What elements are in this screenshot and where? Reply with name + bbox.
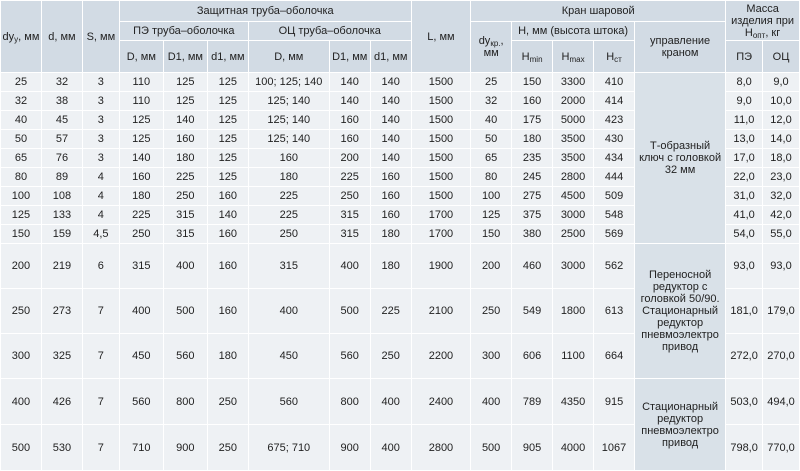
table-cell: 423: [594, 111, 635, 130]
table-cell: 200: [329, 149, 370, 168]
table-cell: 57: [41, 130, 82, 149]
table-cell: 89: [41, 168, 82, 187]
header-pe-shell: ПЭ труба–оболочка: [119, 22, 248, 41]
table-cell: 7: [82, 289, 119, 334]
table-cell: 125: [207, 130, 248, 149]
table-body: [1, 73, 800, 471]
table-cell: 125: [207, 168, 248, 187]
table-cell: 54,0: [726, 225, 763, 244]
table-cell: 45: [41, 111, 82, 130]
table-cell: 798,0: [726, 425, 763, 471]
table-cell: 50: [471, 130, 512, 149]
table-cell: 250: [1, 289, 42, 334]
table-cell: 32,0: [763, 187, 800, 206]
table-cell: 32: [1, 92, 42, 111]
table-cell: 1800: [553, 289, 594, 334]
table-cell: 133: [41, 206, 82, 225]
table-cell: 400: [1, 379, 42, 425]
table-cell: 1500: [411, 187, 470, 206]
control-method-cell: Переносной редуктор с головкой 50/90. Стационарный редуктор пневмоэлектро привод: [635, 244, 726, 379]
table-cell: 2800: [553, 168, 594, 187]
table-cell: 150: [1, 225, 42, 244]
table-cell: 710: [119, 425, 163, 471]
table-cell: 180: [163, 149, 207, 168]
header-oc-D: D, мм: [248, 41, 329, 73]
table-cell: 125: [207, 92, 248, 111]
table-cell: 32: [41, 73, 82, 92]
table-cell: 315: [329, 206, 370, 225]
table-cell: 225: [329, 168, 370, 187]
table-cell: 93,0: [726, 244, 763, 289]
table-cell: 38: [41, 92, 82, 111]
table-cell: 270,0: [763, 334, 800, 379]
table-cell: 273: [41, 289, 82, 334]
table-cell: 125: [207, 111, 248, 130]
table-cell: 1700: [411, 225, 470, 244]
table-cell: 160: [207, 187, 248, 206]
table-cell: 549: [512, 289, 553, 334]
table-cell: 905: [512, 425, 553, 471]
table-cell: 410: [594, 73, 635, 92]
table-cell: 11,0: [726, 111, 763, 130]
table-cell: 315: [248, 244, 329, 289]
table-cell: 140: [370, 130, 411, 149]
table-cell: 235: [512, 149, 553, 168]
table-cell: 400: [471, 379, 512, 425]
header-stem-height: Н, мм (высота штока): [512, 22, 635, 41]
header-s: S, мм: [82, 1, 119, 73]
table-cell: 3000: [553, 244, 594, 289]
table-cell: 180: [248, 168, 329, 187]
table-cell: 3: [82, 130, 119, 149]
header-ball-valve: Кран шаровой: [471, 1, 726, 22]
table-cell: 613: [594, 289, 635, 334]
table-cell: 503,0: [726, 379, 763, 425]
table-cell: 200: [471, 244, 512, 289]
table-cell: 125: [1, 206, 42, 225]
table-cell: 250: [119, 225, 163, 244]
control-method-cell: Стационарный редуктор пневмоэлектро привод: [635, 379, 726, 471]
table-cell: 272,0: [726, 334, 763, 379]
table-cell: 93,0: [763, 244, 800, 289]
table-cell: 160: [329, 130, 370, 149]
table-cell: 17,0: [726, 149, 763, 168]
table-cell: 160: [207, 225, 248, 244]
table-cell: 562: [594, 244, 635, 289]
table-cell: 225: [248, 206, 329, 225]
table-cell: 275: [512, 187, 553, 206]
table-cell: 548: [594, 206, 635, 225]
table-cell: 140: [119, 149, 163, 168]
table-cell: 110: [119, 92, 163, 111]
table-cell: 4,5: [82, 225, 119, 244]
table-cell: 160: [119, 168, 163, 187]
table-cell: 606: [512, 334, 553, 379]
table-row: [1, 73, 800, 92]
table-cell: 125; 140: [248, 92, 329, 111]
table-cell: 181,0: [726, 289, 763, 334]
table-cell: 160: [207, 244, 248, 289]
table-cell: 1700: [411, 206, 470, 225]
table-cell: 2800: [411, 425, 470, 471]
table-cell: 315: [119, 244, 163, 289]
table-cell: 140: [329, 73, 370, 92]
table-cell: 250: [207, 425, 248, 471]
table-cell: 140: [370, 92, 411, 111]
table-cell: 800: [163, 379, 207, 425]
table-cell: 7: [82, 425, 119, 471]
table-row: [1, 379, 800, 425]
table-cell: 180: [370, 225, 411, 244]
table-cell: 125: [163, 92, 207, 111]
table-cell: 245: [512, 168, 553, 187]
table-cell: 7: [82, 379, 119, 425]
header-mass-oc: ОЦ: [763, 41, 800, 73]
table-cell: 434: [594, 149, 635, 168]
table-cell: 1500: [411, 111, 470, 130]
table-cell: 500: [471, 425, 512, 471]
table-cell: 4350: [553, 379, 594, 425]
table-cell: 450: [119, 334, 163, 379]
table-cell: 100: [1, 187, 42, 206]
table-cell: 140: [370, 73, 411, 92]
table-cell: 2000: [553, 92, 594, 111]
table-cell: 160: [370, 187, 411, 206]
table-cell: 140: [370, 149, 411, 168]
table-cell: 1900: [411, 244, 470, 289]
table-cell: 2500: [553, 225, 594, 244]
table-cell: 1500: [411, 149, 470, 168]
header-dy: $dy_у$, мм: [1, 1, 42, 73]
table-cell: 160: [248, 149, 329, 168]
table-cell: 55,0: [763, 225, 800, 244]
table-cell: 2400: [411, 379, 470, 425]
control-method-cell: Т-образный ключ с головкой 32 мм: [635, 73, 726, 244]
table-cell: 300: [1, 334, 42, 379]
table-cell: 426: [41, 379, 82, 425]
table-cell: 160: [512, 92, 553, 111]
table-cell: 150: [471, 225, 512, 244]
table-cell: 6: [82, 244, 119, 289]
table-cell: 140: [370, 111, 411, 130]
table-cell: 800: [329, 379, 370, 425]
table-cell: 664: [594, 334, 635, 379]
table-cell: 3: [82, 73, 119, 92]
table-cell: 4: [82, 168, 119, 187]
table-cell: 160: [329, 111, 370, 130]
header-pe-D: D, мм: [119, 41, 163, 73]
table-cell: 1500: [411, 73, 470, 92]
table-cell: 4500: [553, 187, 594, 206]
table-cell: 400: [119, 289, 163, 334]
table-cell: 180: [207, 334, 248, 379]
table-cell: 325: [41, 334, 82, 379]
table-cell: 400: [370, 379, 411, 425]
table-cell: 175: [512, 111, 553, 130]
table-cell: 900: [329, 425, 370, 471]
table-cell: 414: [594, 92, 635, 111]
table-cell: 560: [119, 379, 163, 425]
table-cell: 4000: [553, 425, 594, 471]
table-cell: 65: [471, 149, 512, 168]
table-cell: 250: [471, 289, 512, 334]
table-cell: 219: [41, 244, 82, 289]
table-cell: 1500: [411, 168, 470, 187]
table-cell: 1100: [553, 334, 594, 379]
header-mass: Масса изделия при $Н_{опт}$, кг: [726, 1, 800, 41]
table-cell: 450: [248, 334, 329, 379]
table-cell: 10,0: [763, 92, 800, 111]
table-cell: 40: [471, 111, 512, 130]
header-d: d, мм: [41, 1, 82, 73]
table-cell: 140: [163, 111, 207, 130]
table-cell: 770,0: [763, 425, 800, 471]
table-cell: 400: [248, 289, 329, 334]
table-cell: 500: [329, 289, 370, 334]
header-hst: $H_{ст}$: [594, 41, 635, 73]
header-hmin: $H_{min}$: [512, 41, 553, 73]
table-cell: 560: [248, 379, 329, 425]
header-length: L, мм: [411, 1, 470, 73]
table-cell: 300: [471, 334, 512, 379]
table-cell: 250: [207, 379, 248, 425]
table-cell: 444: [594, 168, 635, 187]
table-cell: 560: [163, 334, 207, 379]
table-cell: 3300: [553, 73, 594, 92]
table-cell: 22,0: [726, 168, 763, 187]
table-cell: 125: [119, 130, 163, 149]
header-pe-d1: d1, мм: [207, 41, 248, 73]
table-cell: 140: [329, 92, 370, 111]
table-cell: 500: [163, 289, 207, 334]
table-cell: 400: [370, 425, 411, 471]
header-pe-D1: D1, мм: [163, 41, 207, 73]
table-cell: 12,0: [763, 111, 800, 130]
table-cell: 2100: [411, 289, 470, 334]
table-cell: 225: [119, 206, 163, 225]
table-cell: 315: [163, 206, 207, 225]
table-cell: 41,0: [726, 206, 763, 225]
table-row: [1, 244, 800, 289]
table-cell: 110: [119, 73, 163, 92]
table-cell: 31,0: [726, 187, 763, 206]
table-cell: 7: [82, 334, 119, 379]
table-cell: 3500: [553, 130, 594, 149]
table-cell: 180: [370, 244, 411, 289]
table-cell: 25: [1, 73, 42, 92]
table-cell: 8,0: [726, 73, 763, 92]
table-cell: 76: [41, 149, 82, 168]
table-cell: 3000: [553, 206, 594, 225]
table-cell: 675; 710: [248, 425, 329, 471]
table-header: [1, 1, 800, 73]
table-cell: 160: [370, 206, 411, 225]
table-cell: 140: [207, 206, 248, 225]
table-cell: 3: [82, 92, 119, 111]
table-cell: 789: [512, 379, 553, 425]
table-cell: 400: [163, 244, 207, 289]
table-cell: 80: [471, 168, 512, 187]
table-cell: 9,0: [726, 92, 763, 111]
table-cell: 180: [119, 187, 163, 206]
table-cell: 125: [207, 73, 248, 92]
table-cell: 375: [512, 206, 553, 225]
table-cell: 160: [163, 130, 207, 149]
header-mass-pe: ПЭ: [726, 41, 763, 73]
table-cell: 250: [163, 187, 207, 206]
table-cell: 250: [370, 334, 411, 379]
table-cell: 250: [248, 225, 329, 244]
header-control: управление краном: [635, 22, 726, 73]
table-cell: 3: [82, 111, 119, 130]
table-cell: 125: [163, 73, 207, 92]
table-cell: 40: [1, 111, 42, 130]
table-cell: 4: [82, 206, 119, 225]
table-cell: 460: [512, 244, 553, 289]
table-cell: 4: [82, 187, 119, 206]
table-cell: 494,0: [763, 379, 800, 425]
table-cell: 160: [207, 289, 248, 334]
table-cell: 50: [1, 130, 42, 149]
table-cell: 32: [471, 92, 512, 111]
table-cell: 500: [1, 425, 42, 471]
table-cell: 108: [41, 187, 82, 206]
header-oc-D1: D1, мм: [329, 41, 370, 73]
table-cell: 5000: [553, 111, 594, 130]
table-cell: 380: [512, 225, 553, 244]
table-cell: 125: [471, 206, 512, 225]
table-cell: 3500: [553, 149, 594, 168]
table-cell: 125: [119, 111, 163, 130]
table-cell: 200: [1, 244, 42, 289]
table-cell: 25: [471, 73, 512, 92]
table-cell: 42,0: [763, 206, 800, 225]
table-cell: 18,0: [763, 149, 800, 168]
table-cell: 125: [207, 149, 248, 168]
table-cell: 315: [163, 225, 207, 244]
table-cell: 13,0: [726, 130, 763, 149]
header-oc-shell: ОЦ труба–оболочка: [248, 22, 411, 41]
table-cell: 915: [594, 379, 635, 425]
table-cell: 9,0: [763, 73, 800, 92]
table-cell: 530: [41, 425, 82, 471]
header-hmax: $H_{max}$: [553, 41, 594, 73]
table-cell: 125; 140: [248, 130, 329, 149]
table-cell: 80: [1, 168, 42, 187]
table-cell: 1500: [411, 92, 470, 111]
table-cell: 180: [512, 130, 553, 149]
header-oc-d1: d1, мм: [370, 41, 411, 73]
table-cell: 509: [594, 187, 635, 206]
table-cell: 900: [163, 425, 207, 471]
table-cell: 1500: [411, 130, 470, 149]
table-cell: 560: [329, 334, 370, 379]
table-cell: 14,0: [763, 130, 800, 149]
table-cell: 250: [329, 187, 370, 206]
table-cell: 400: [329, 244, 370, 289]
table-cell: 100; 125; 140: [248, 73, 329, 92]
table-cell: 65: [1, 149, 42, 168]
table-cell: 315: [329, 225, 370, 244]
table-cell: 225: [163, 168, 207, 187]
header-shield-pipe: Защитная труба–оболочка: [119, 1, 411, 22]
table-cell: 569: [594, 225, 635, 244]
table-cell: 100: [471, 187, 512, 206]
table-cell: 125; 140: [248, 111, 329, 130]
table-cell: 225: [248, 187, 329, 206]
table-cell: 225: [370, 289, 411, 334]
table-cell: 1067: [594, 425, 635, 471]
table-cell: 159: [41, 225, 82, 244]
table-cell: 3: [82, 149, 119, 168]
table-cell: 150: [512, 73, 553, 92]
header-dy-valve: $dy_{кр.}$, мм: [471, 22, 512, 73]
table-cell: 23,0: [763, 168, 800, 187]
table-cell: 179,0: [763, 289, 800, 334]
table-cell: 160: [370, 168, 411, 187]
table-cell: 2200: [411, 334, 470, 379]
table-cell: 430: [594, 130, 635, 149]
